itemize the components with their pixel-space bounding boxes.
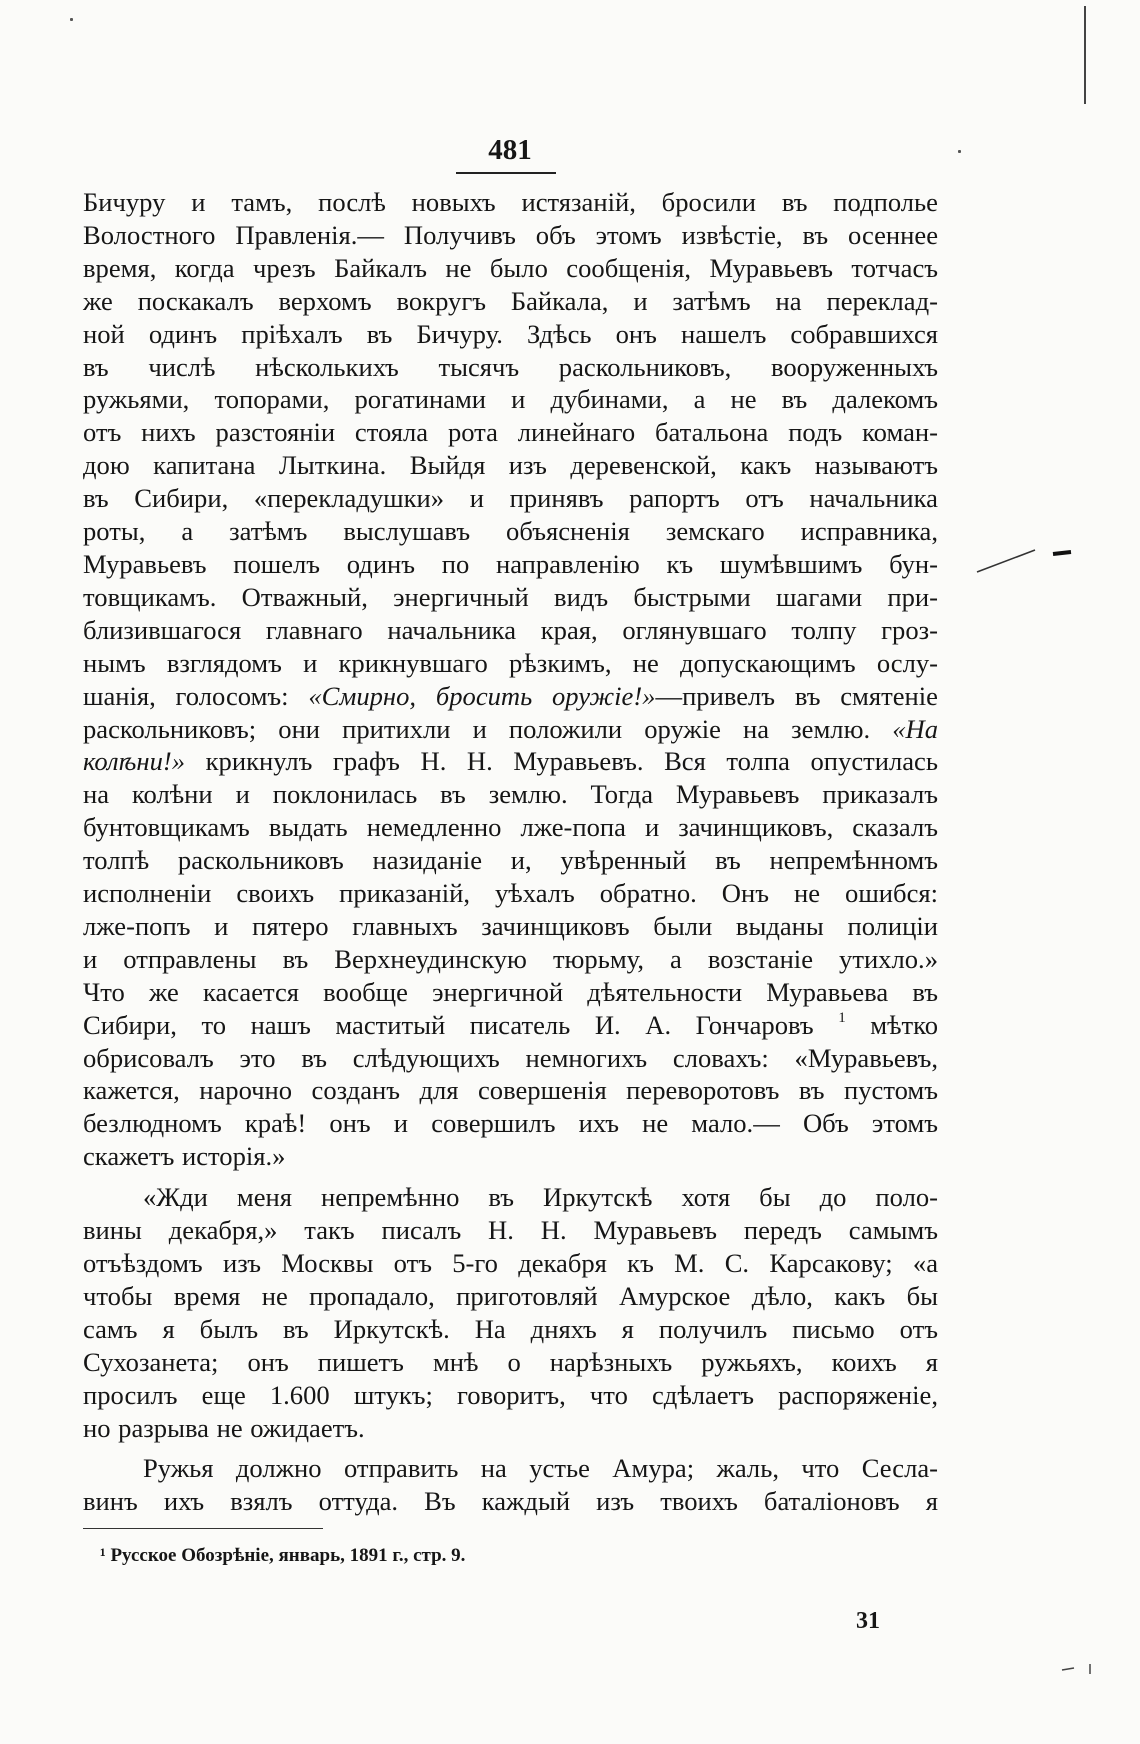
page-number: 481 bbox=[488, 134, 532, 166]
text-line: винъ ихъ взялъ оттуда. Въ каждый изъ твоихъ баталіоновъ я bbox=[83, 1486, 938, 1517]
text-line: самъ я былъ въ Иркутскѣ. На дняхъ я получилъ письмо отъ bbox=[83, 1313, 938, 1344]
text-line: вины декабря,» такъ писалъ Н. Н. Муравьевъ передъ самымъ bbox=[83, 1215, 938, 1246]
text-line: и отправлены въ Верхнеудинскую тюрьму, а возстаніе утихло.» bbox=[83, 943, 938, 974]
text-line: лже-попъ и пятеро главныхъ зачинщиковъ были выданы полиціи bbox=[83, 910, 938, 941]
footnote-reference[interactable]: 1 bbox=[838, 1009, 846, 1026]
text-line: близившагося главнаго начальника края, оглянувшаго толпу гроз- bbox=[83, 614, 938, 645]
italic-quote: колѣни!» bbox=[83, 746, 186, 777]
text-segment: шанія, голосомъ: bbox=[83, 680, 309, 711]
text-line: но разрыва не ожидаетъ. bbox=[83, 1412, 365, 1443]
text-line: въ Сибири, «перекладушки» и принявъ рапортъ отъ начальника bbox=[83, 483, 938, 514]
text-line: отъ нихъ разстояніи стояла рота линейнаго батальона подъ коман- bbox=[83, 417, 938, 448]
text-line: Что же касается вообще энергичной дѣятельности Муравьева въ bbox=[83, 976, 938, 1007]
text-line: толпѣ раскольниковъ назиданіе и, увѣренный въ непремѣнномъ bbox=[83, 845, 938, 876]
text-line: скажетъ исторія.» bbox=[83, 1141, 286, 1172]
text-line: Волостного Правленія.— Получивъ объ этомъ извѣстіе, въ осеннее bbox=[83, 219, 938, 250]
text-segment: раскольниковъ; они притихли и положили оружіе на землю. bbox=[83, 713, 893, 744]
text-line: же поскакалъ верхомъ вокругъ Байкала, и затѣмъ на переклад- bbox=[83, 285, 938, 316]
text-line bbox=[83, 680, 938, 713]
text-line bbox=[83, 745, 938, 778]
text-line: роты, а затѣмъ выслушавъ объясненія земскаго исправника, bbox=[83, 516, 938, 547]
footnote-mark: ¹ bbox=[100, 1545, 106, 1566]
text-line: на колѣни и поклонилась въ землю. Тогда Муравьевъ приказалъ bbox=[83, 779, 938, 810]
text-line: просилъ еще 1.600 штукъ; говоритъ, что сдѣлаетъ распоряженіе, bbox=[83, 1379, 938, 1410]
text-segment: крикнулъ графъ Н. Н. Муравьевъ. Вся толпа опустилась bbox=[185, 746, 938, 777]
text-line bbox=[83, 713, 938, 746]
text-line: ной одинъ пріѣхалъ въ Бичуру. Здѣсь онъ нашелъ собравшихся bbox=[83, 318, 938, 349]
text-line: безлюдномъ краѣ! онъ и совершилъ ихъ не мало.— Объ этомъ bbox=[83, 1108, 938, 1139]
footnote bbox=[100, 1545, 800, 1567]
text-line: Бичуру и тамъ, послѣ новыхъ истязаній, бросили въ подполье bbox=[83, 187, 938, 217]
text-line: отъѣздомъ изъ Москвы отъ 5-го декабря къ М. С. Карсакову; «а bbox=[83, 1248, 938, 1278]
text-line bbox=[83, 1009, 938, 1042]
text-segment: —привелъ въ смятеніе bbox=[655, 680, 938, 711]
text-line: въ числѣ нѣсколькихъ тысячъ раскольниковъ, вооруженныхъ bbox=[83, 351, 938, 382]
text-line: чтобы время не пропадало, приготовляй Амурское дѣло, какъ бы bbox=[83, 1280, 938, 1311]
scan-speck bbox=[70, 18, 73, 21]
text-segment: Сибири, то нашъ маститый писатель И. А. Гончаровъ bbox=[83, 1009, 839, 1040]
text-line: ружьями, топорами, рогатинами и дубинами, а не въ далекомъ bbox=[83, 384, 938, 415]
page-number-rule bbox=[456, 172, 556, 174]
text-line: Муравьевъ пошелъ одинъ по направленію къ шумѣвшимъ бун- bbox=[83, 548, 938, 579]
text-line: Сухозанета; онъ пишетъ мнѣ о нарѣзныхъ ружьяхъ, коихъ я bbox=[83, 1346, 938, 1377]
text-line: нымъ взглядомъ и крикнувшаго рѣзкимъ, не допускающимъ ослу- bbox=[83, 647, 938, 678]
text-segment: мѣтко bbox=[845, 1009, 939, 1040]
footnote-rule bbox=[83, 1528, 323, 1529]
scan-edge-line bbox=[1084, 6, 1086, 104]
text-line: обрисовалъ это въ слѣдующихъ немногихъ словахъ: «Муравьевъ, bbox=[83, 1042, 938, 1073]
margin-pencil-mark bbox=[1060, 1660, 1100, 1680]
body-text bbox=[83, 186, 938, 1518]
scan-speck bbox=[958, 150, 961, 153]
text-line: товщикамъ. Отважный, энергичный видъ быстрыми шагами при- bbox=[83, 581, 938, 612]
italic-quote: «Смирно, бросить оружіе!» bbox=[308, 680, 656, 711]
margin-pencil-mark bbox=[975, 540, 1085, 580]
text-line: бунтовщикамъ выдать немедленно лже-попа и зачинщиковъ, сказалъ bbox=[83, 812, 938, 843]
printer-signature: 31 bbox=[856, 1608, 880, 1634]
text-line: исполненіи своихъ приказаній, уѣхалъ обратно. Онъ не ошибся: bbox=[83, 878, 938, 909]
text-line: Ружья должно отправить на устье Амура; жаль, что Сесла- bbox=[143, 1453, 938, 1484]
text-line: кажется, нарочно созданъ для совершенія переворотовъ въ пустомъ bbox=[83, 1075, 938, 1106]
footnote-text: Русское Обозрѣніе, январь, 1891 г., стр. 9. bbox=[110, 1545, 466, 1566]
text-line: «Жди меня непремѣнно въ Иркутскѣ хотя бы до поло- bbox=[143, 1182, 938, 1213]
italic-quote: «На bbox=[892, 713, 938, 744]
text-line: дою капитана Лыткина. Выйдя изъ деревенской, какъ называютъ bbox=[83, 450, 938, 481]
text-line: время, когда чрезъ Байкалъ не было сообщенія, Муравьевъ тотчасъ bbox=[83, 252, 938, 283]
